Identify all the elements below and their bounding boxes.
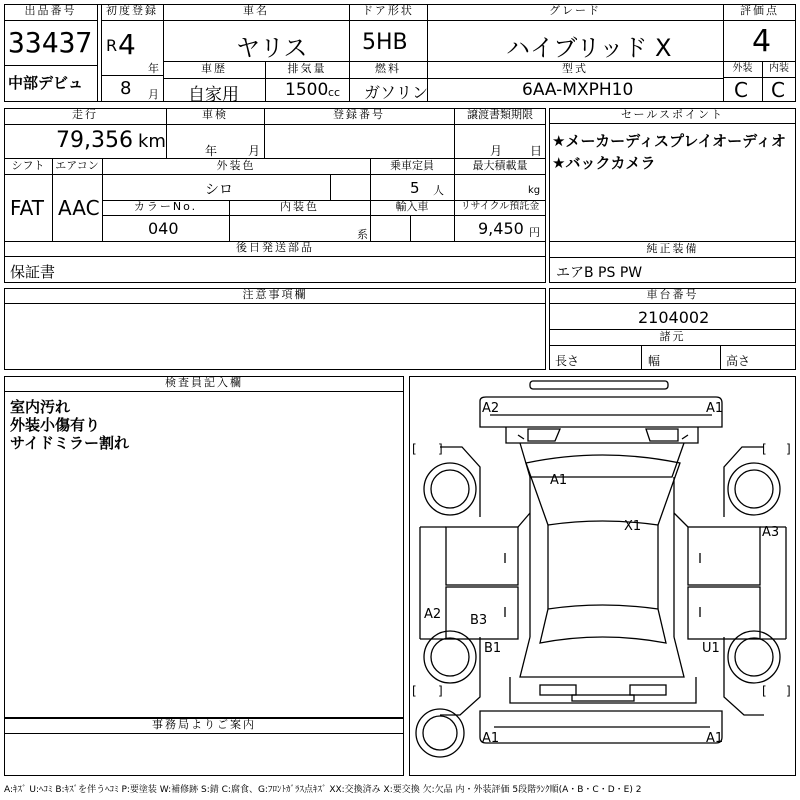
year-unit: 年 <box>148 62 159 75</box>
import-header: 輸入車 <box>395 200 429 213</box>
svg-text:[: [ <box>762 442 767 456</box>
first-reg-header: 初度登録 <box>101 4 163 21</box>
era-mark: R <box>106 36 118 55</box>
recycle-fee: 9,450 <box>478 219 524 238</box>
max-load-header: 最大積載量 <box>472 159 528 172</box>
later-parts: 保証書 <box>10 263 56 281</box>
later-parts-header: 後日発送部品 <box>4 241 546 257</box>
chassis-header: 車台番号 <box>549 288 796 304</box>
vehicle-history: 自家用 <box>188 85 239 105</box>
inspector-note-1: 室内汚れ <box>10 398 71 416</box>
exterior-score: C <box>734 78 748 102</box>
car-outline-diagram <box>410 377 795 775</box>
history-header: 車歴 <box>201 62 227 75</box>
model-code: 6AA-MXPH10 <box>522 80 634 100</box>
kg-unit: kg <box>528 185 541 196</box>
damage-mark-rear-right: A1 <box>706 731 724 746</box>
reg-year: 4 <box>118 28 136 61</box>
office-info-header: 事務局よりご案内 <box>4 718 404 734</box>
reg-month: 8 <box>120 78 132 99</box>
damage-mark-right-rear-wheel: U1 <box>702 641 720 656</box>
notes-header: 注意事項欄 <box>4 288 546 304</box>
overall-score: 4 <box>752 24 772 59</box>
width-label: 幅 <box>648 354 661 368</box>
capacity: 5 <box>410 179 420 197</box>
displacement-header: 排気量 <box>287 62 327 75</box>
inspector-note-2: 外装小傷有り <box>10 416 101 434</box>
sales-points-header: セールスポイント <box>549 108 796 124</box>
genuine-equipment: エアB PS PW <box>556 265 643 281</box>
transfer-month-label: 月 <box>490 144 503 158</box>
km-unit: km <box>138 131 166 152</box>
svg-text:]: ] <box>786 684 791 698</box>
svg-text:]: ] <box>438 442 443 456</box>
model-header: 型式 <box>562 62 588 75</box>
lot-number-header: 出品番号 <box>4 4 97 21</box>
color-no-header: カラーNo. <box>133 200 198 213</box>
mileage: 79,356 <box>56 128 133 153</box>
damage-legend: A:ｷｽﾞ U:ﾍｺﾐ B:ｷｽﾞを伴うﾍｺﾐ P:要塗装 W:補修跡 S:錆 C:腐食、G:ﾌﾛﾝﾄｶﾞﾗｽ点ｷｽﾞ XX:交換済み X:要交換 欠:欠品 内・外装評価 5段階ﾗﾝｸ順(A・B・C・D・E) 2 <box>4 785 642 795</box>
damage-mark-front-left: A2 <box>482 401 500 416</box>
exterior-color: シロ <box>205 182 233 198</box>
svg-text:[: [ <box>762 684 767 698</box>
length-label: 長さ <box>555 354 580 368</box>
sales-point-1: ★メーカーディスプレイオーディオ <box>552 132 786 150</box>
transfer-day-label: 日 <box>530 144 543 158</box>
shift-type: FAT <box>10 196 45 220</box>
score-header: 評価点 <box>723 4 796 21</box>
interior-color-header: 内装色 <box>280 200 319 213</box>
genuine-equipment-header: 純正装備 <box>549 242 796 258</box>
reg-number-header: 登録番号 <box>333 108 385 121</box>
exterior-color-header: 外装色 <box>216 159 256 172</box>
interior-score: C <box>771 78 785 102</box>
damage-diagram <box>409 376 796 776</box>
person-unit: 人 <box>433 184 444 197</box>
fuel-header: 燃料 <box>375 62 401 75</box>
damage-mark-front-right: A1 <box>706 401 724 416</box>
inspection-month-label: 月 <box>248 144 261 158</box>
chassis-number: 2104002 <box>638 308 710 327</box>
lot-number: 33437 <box>8 26 93 59</box>
cc-unit: cc <box>328 86 341 99</box>
specs-header: 諸元 <box>549 330 796 346</box>
inspection-year-label: 年 <box>205 144 218 158</box>
damage-mark-rear-left: A1 <box>482 731 500 746</box>
exterior-score-header: 外装 <box>723 62 762 78</box>
color-no: 040 <box>148 219 179 238</box>
interior-score-header: 内装 <box>762 62 796 78</box>
venue-name: 中部デビュ <box>8 74 84 92</box>
aircon-header: エアコン <box>55 159 99 172</box>
car-name: ヤリス <box>236 34 308 62</box>
recycle-header: リサイクル預託金 <box>460 201 540 212</box>
car-name-header: 車名 <box>163 4 349 21</box>
damage-mark-rear-glass: B3 <box>470 613 488 628</box>
series-unit: 系 <box>357 228 368 241</box>
damage-mark-left-rear-wheel: B1 <box>484 641 502 656</box>
shift-header: シフト <box>11 159 45 172</box>
mileage-header: 走行 <box>72 108 98 121</box>
sales-point-2: ★バックカメラ <box>552 154 656 172</box>
grade: ハイブリッド X <box>506 34 672 62</box>
fuel-type: ガソリン <box>364 83 429 102</box>
door-header: ドア形状 <box>349 4 427 21</box>
displacement: 1500 <box>285 80 329 100</box>
height-label: 高さ <box>726 354 751 368</box>
inspector-notes-header: 検査員記入欄 <box>4 376 404 392</box>
grade-header: グレード <box>427 4 723 21</box>
svg-text:]: ] <box>438 684 443 698</box>
yen-unit: 円 <box>529 226 540 239</box>
door-type: 5HB <box>362 30 408 55</box>
capacity-header: 乗車定員 <box>390 159 434 172</box>
month-unit: 月 <box>148 88 159 101</box>
damage-mark-right-front-door: A3 <box>762 525 780 540</box>
svg-text:[: [ <box>412 684 417 698</box>
transfer-deadline-header: 譲渡書類期限 <box>467 108 533 121</box>
aircon-type: AAC <box>58 196 100 220</box>
damage-mark-roof: X1 <box>624 519 642 534</box>
svg-text:]: ] <box>786 442 791 456</box>
inspector-note-3: サイドミラー割れ <box>10 434 129 452</box>
damage-mark-windshield: A1 <box>550 473 568 488</box>
svg-text:[: [ <box>412 442 417 456</box>
damage-mark-left-rear-quarter: A2 <box>424 607 442 622</box>
inspection-header: 車検 <box>202 108 228 121</box>
